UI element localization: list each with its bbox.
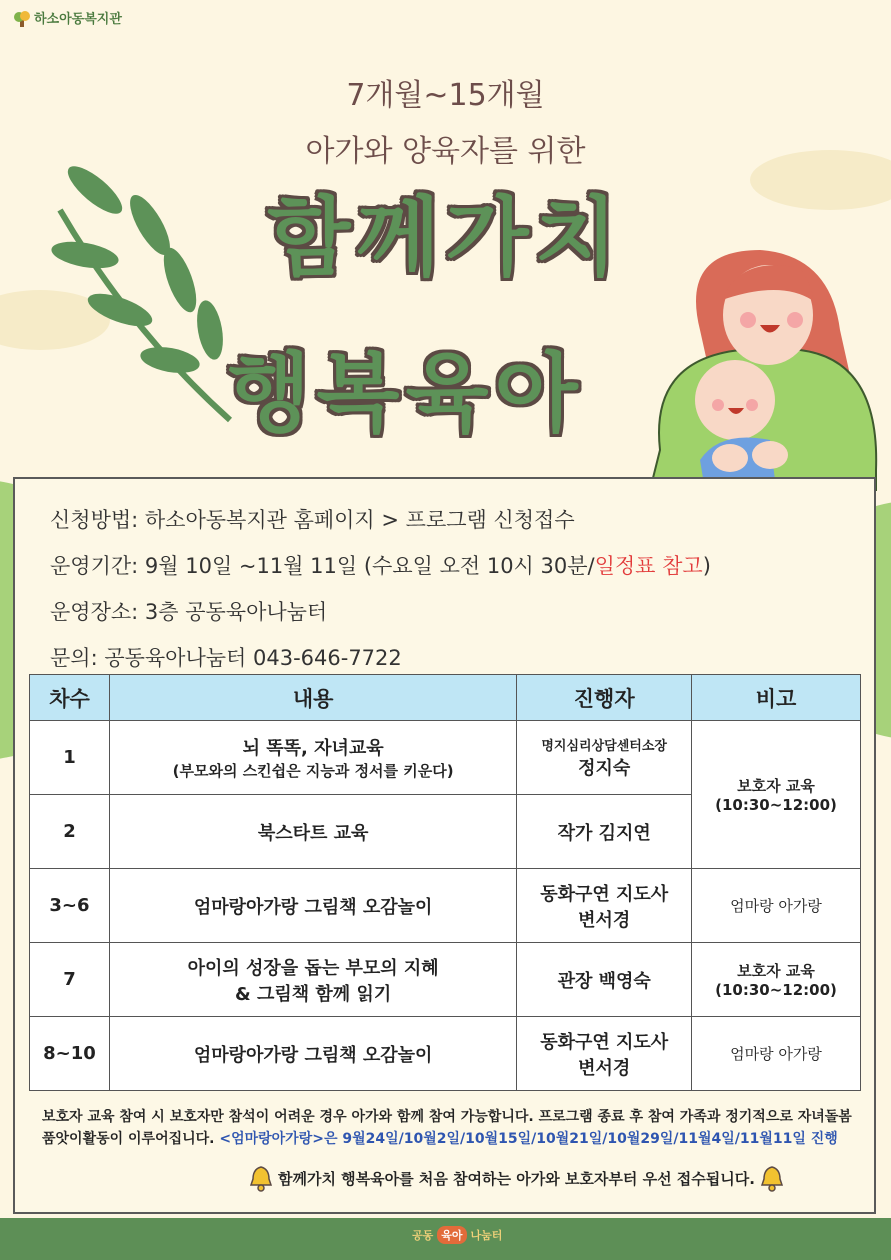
table-row [30,1017,861,1091]
main-title-line1: 함께가치 [267,188,624,288]
footer-logo [412,1226,502,1244]
table-header-row [30,675,861,721]
period-prefix: 운영기간: 9월 10일 ~11월 11일 (수요일 오전 10시 30분/ [50,554,595,578]
header-host: 진행자 [517,675,692,721]
note-cell [692,943,861,1017]
notice-main: 보호자 교육 참여 시 보호자만 참석이 어려운 경우 아가와 함께 참여 가능합니다. 프로그램 종료 후 참여 가족과 정기적으로 자녀돌봄 품앗이활동이 이루어집니다. [42,1109,852,1147]
host-name: 정지숙 [578,758,631,779]
host-cell [517,869,692,943]
note-cell [692,869,861,943]
organization-logo [14,8,122,27]
header-round: 차수 [30,675,110,721]
header-note: 비고 [692,675,861,721]
note-cell-merged [692,721,861,869]
round-cell: 2 [30,795,110,869]
note-time: (10:30~12:00) [715,981,837,999]
tree-logo-icon [14,9,30,27]
note-cell [692,1017,861,1091]
schedule-table [29,674,861,1091]
host-title: 동화구연 지도사 [540,883,669,905]
host-cell [517,1017,692,1091]
round-cell: 8~10 [30,1017,110,1091]
age-range-subtitle: 7개월~15개월 [346,78,545,113]
note-text: 엄마랑 아가랑 [730,897,822,915]
note-time: (10:30~12:00) [715,796,837,814]
content-cell [109,721,516,795]
host-cell [517,721,692,795]
note-text: 엄마랑 아가랑 [730,1045,822,1063]
application-method: 신청방법: 하소아동복지관 홈페이지 > 프로그램 신청접수 [50,508,575,532]
bell-icon [759,1164,785,1192]
table-row [30,943,861,1017]
content-title: 뇌 똑똑, 자녀교육 [242,738,384,759]
table-row [30,721,861,795]
note-text: 보호자 교육 [737,777,815,795]
audience-subtitle: 아가와 양육자를 위한 [305,134,586,169]
content-cell: 엄마랑아가랑 그림책 오감놀이 [109,1017,516,1091]
main-title-line2: 행복육아 [227,344,584,444]
content-cell [109,943,516,1017]
schedule-reference: 일정표 참고 [594,554,703,578]
content-cell: 엄마랑아가랑 그림책 오감놀이 [109,869,516,943]
operation-place: 운영장소: 3층 공동육아나눔터 [50,600,328,624]
footer-logo-part2: 육아 [437,1226,466,1244]
round-cell: 1 [30,721,110,795]
round-cell: 7 [30,943,110,1017]
table-row [30,869,861,943]
period-suffix: ) [702,554,711,578]
priority-notice [248,1164,785,1192]
host-cell: 관장 백영숙 [517,943,692,1017]
round-cell: 3~6 [30,869,110,943]
header-content: 내용 [109,675,516,721]
notice-schedule: <엄마랑아가랑>은 9월24일/10월2일/10월15일/10월21일/10월29일/11월4일/11월11일 진행 [219,1131,838,1147]
notice-text [42,1106,862,1150]
program-info [50,503,711,687]
content-line1: 아이의 성장을 돕는 부모의 지혜 [187,957,439,979]
host-name: 변서경 [578,1057,631,1079]
host-cell: 작가 김지연 [517,795,692,869]
host-affiliation: 명지심리상담센터소장 [541,739,667,754]
organization-name: 하소아동복지관 [34,12,122,27]
operation-period [50,549,711,595]
note-text: 보호자 교육 [737,962,815,980]
footer-logo-part1: 공동 [412,1229,434,1242]
bell-icon [248,1164,274,1192]
host-title: 동화구연 지도사 [540,1031,669,1053]
contact-info: 문의: 공동육아나눔터 043-646-7722 [50,646,402,670]
content-line2: & 그림책 함께 읽기 [235,983,392,1005]
host-name: 변서경 [578,909,631,931]
footer-logo-part3: 나눔터 [470,1229,503,1242]
content-subtitle: (부모와의 스킨쉽은 지능과 정서를 키운다) [172,762,454,780]
priority-text: 함께가치 행복육아를 처음 참여하는 아가와 보호자부터 우선 접수됩니다. [278,1169,755,1188]
content-cell: 북스타트 교육 [109,795,516,869]
